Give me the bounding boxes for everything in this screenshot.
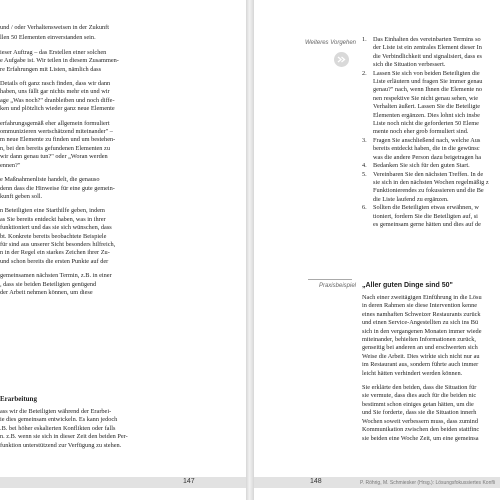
list-item: 6. Sollten die Beteiligten etwas erwähnen, w tioniert, fordern Sie die Beteiligten auf, si es gemeinsam gerne hätten und dies auf de: [362, 204, 481, 228]
margin-label-example: Praxisbeispiel: [318, 283, 356, 289]
paragraph: n Beteiligten eine Starthilfe geben, indem as Sie bereits entdeckt haben, was in ihrer funktioniert und das sie sich wünschen, dass bt. Konkrete bereits beobachtete Beispiele für sind aus unserer Sicht besonders hilfreich, n in der Regel ein starkes Zeichen ihrer Zu- und schon bereits die ersten Punkte auf der: [0, 207, 116, 265]
left-text-column: [0, 24, 232, 297]
footer-bar: [0, 477, 246, 488]
paragraph: e Maßnahmenliste handelt, die genauso denn dass die Hinweise für eine gute gemein- kunft geben soll.: [0, 176, 115, 200]
arrow-right-icon: [334, 52, 349, 67]
list-item: 5. Vereinbaren Sie den nächsten Treffen. In de sie sich in den nächsten Wochen regelmäßig z Funktionierendes zu fokussieren und die Be die Liste laufend zu ergänzen.: [362, 170, 489, 203]
book-gutter: [246, 0, 254, 500]
paragraph: Nach einer zweitägigen Einführung in die Lösu in deren Rahmen sie diese Intervention kenne eines namhaften Schweizer Restaurants zurück und einen Service-Angestellten zu sich ins Bü sich in den vergangenen Monaten immer wiede miteinander, behielten Informationen zurück, genseitig bei anderen an und erschwerten sich Weise die Arbeit. Dies wirkte sich nicht nur au im Restaurant aus, sondern führte auch immer leicht hätten verhindert werden können.: [362, 294, 482, 377]
list-item: 3. Fragen Sie anschließend nach, welche Aus bereits entdeckt haben, die in die gewünsc was die andere Person dazu beigetragen ha: [362, 136, 482, 161]
left-page: [0, 0, 246, 500]
right-text-column: [362, 36, 500, 229]
margin-label-procedure: Weiteres Vorgehen: [304, 40, 356, 46]
paragraph: und / oder Verhaltensweisen in der Zukunft: [0, 24, 110, 31]
list-item: 1. Das Einhalten des vereinbarten Termins so der Liste ist ein zentrales Element dieser In die Verbindlichkeit und signalisiert, dass es sich die Situation verbessert.: [362, 36, 483, 69]
right-page: [254, 0, 500, 500]
page-number: 148: [310, 478, 322, 485]
example-text-column: [362, 294, 500, 443]
paragraph: llen 50 Elementen einverstanden sein.: [0, 34, 96, 42]
left-text-column-lower: [0, 408, 232, 450]
example-divider: [308, 279, 352, 280]
list-item: 4. Bedanken Sie sich für den guten Start.: [362, 162, 470, 170]
example-title: „Aller guten Dinge sind 50": [362, 282, 453, 289]
paragraph: ieser Auftrag – das Erstellen einer solchen e Aufgabe ist. Wir teilen in diesem Zusammen- re Erfahrungen mit Listen, nämlich dass: [0, 48, 119, 73]
paragraph: Sie erklärte den beiden, dass die Situation für sie vermute, dass dies auch für die beiden nic bestimmt schon einiges getan hätten, um die und Sie forderte, dass sie die Situation innerh Wochen soweit verbessern muss, dass zumind Kommunikation zwischen den beiden stattfinc sie beiden eine Woche Zeit, um eine gemeinsa: [362, 384, 480, 442]
paragraph: erfahrungsgemäß eher allgemein formuliert ommunizieren wertschätzend miteinander" – m neue Elemente zu finden und um bestehen- n, bei den bereits gefundenen Elementen zu wir dann genau tun?" oder „Woran werden ennen?": [0, 119, 116, 169]
list-item: 2. Lassen Sie sich von beiden Beteiligten die Liste erläutern und fragen Sie immer genau genau?" nach, wenn Ihnen die Elemente no nen respektive Sie nicht genau sehen, wie Verhalten äußert. Lassen Sie die Beteiligte Elementen ergänzen. Dies lohnt sich insbe Liste noch nicht die geforderten 50 Eleme mente noch eher grob formuliert sind.: [362, 69, 483, 136]
footer-credit: P. Röhrig, M. Schmiesker (Hrsg.): Lösungsfokussiertes Konfli: [360, 480, 495, 486]
section-heading: Erarbeitung: [0, 395, 37, 403]
procedure-list: [362, 36, 500, 229]
paragraph: ass wir die Beteiligten während der Erarbei- ie dies gemeinsam entwickeln. Es kann jedoch .B. bei höher eskalierten Konflikten oder falls n. z.B. wenn sie sich in dieser Zeit den beiden Per- funktion unterstützend zur Verfügung zu stehen.: [0, 408, 128, 449]
paragraph: Details oft ganz rasch finden, dass wir dann haben, uns fällt gar nichts mehr ein und wir age „Was noch?" dranbleiben und noch diffe- ken und plötzlich wieder ganz neue Elemente: [0, 80, 115, 113]
page-number: 147: [183, 478, 195, 485]
paragraph: gemeinsamen nächsten Termin, z.B. in einer , dass sie beiden Beteiligten genügend der Arbeit nehmen können, um diese: [0, 272, 112, 296]
